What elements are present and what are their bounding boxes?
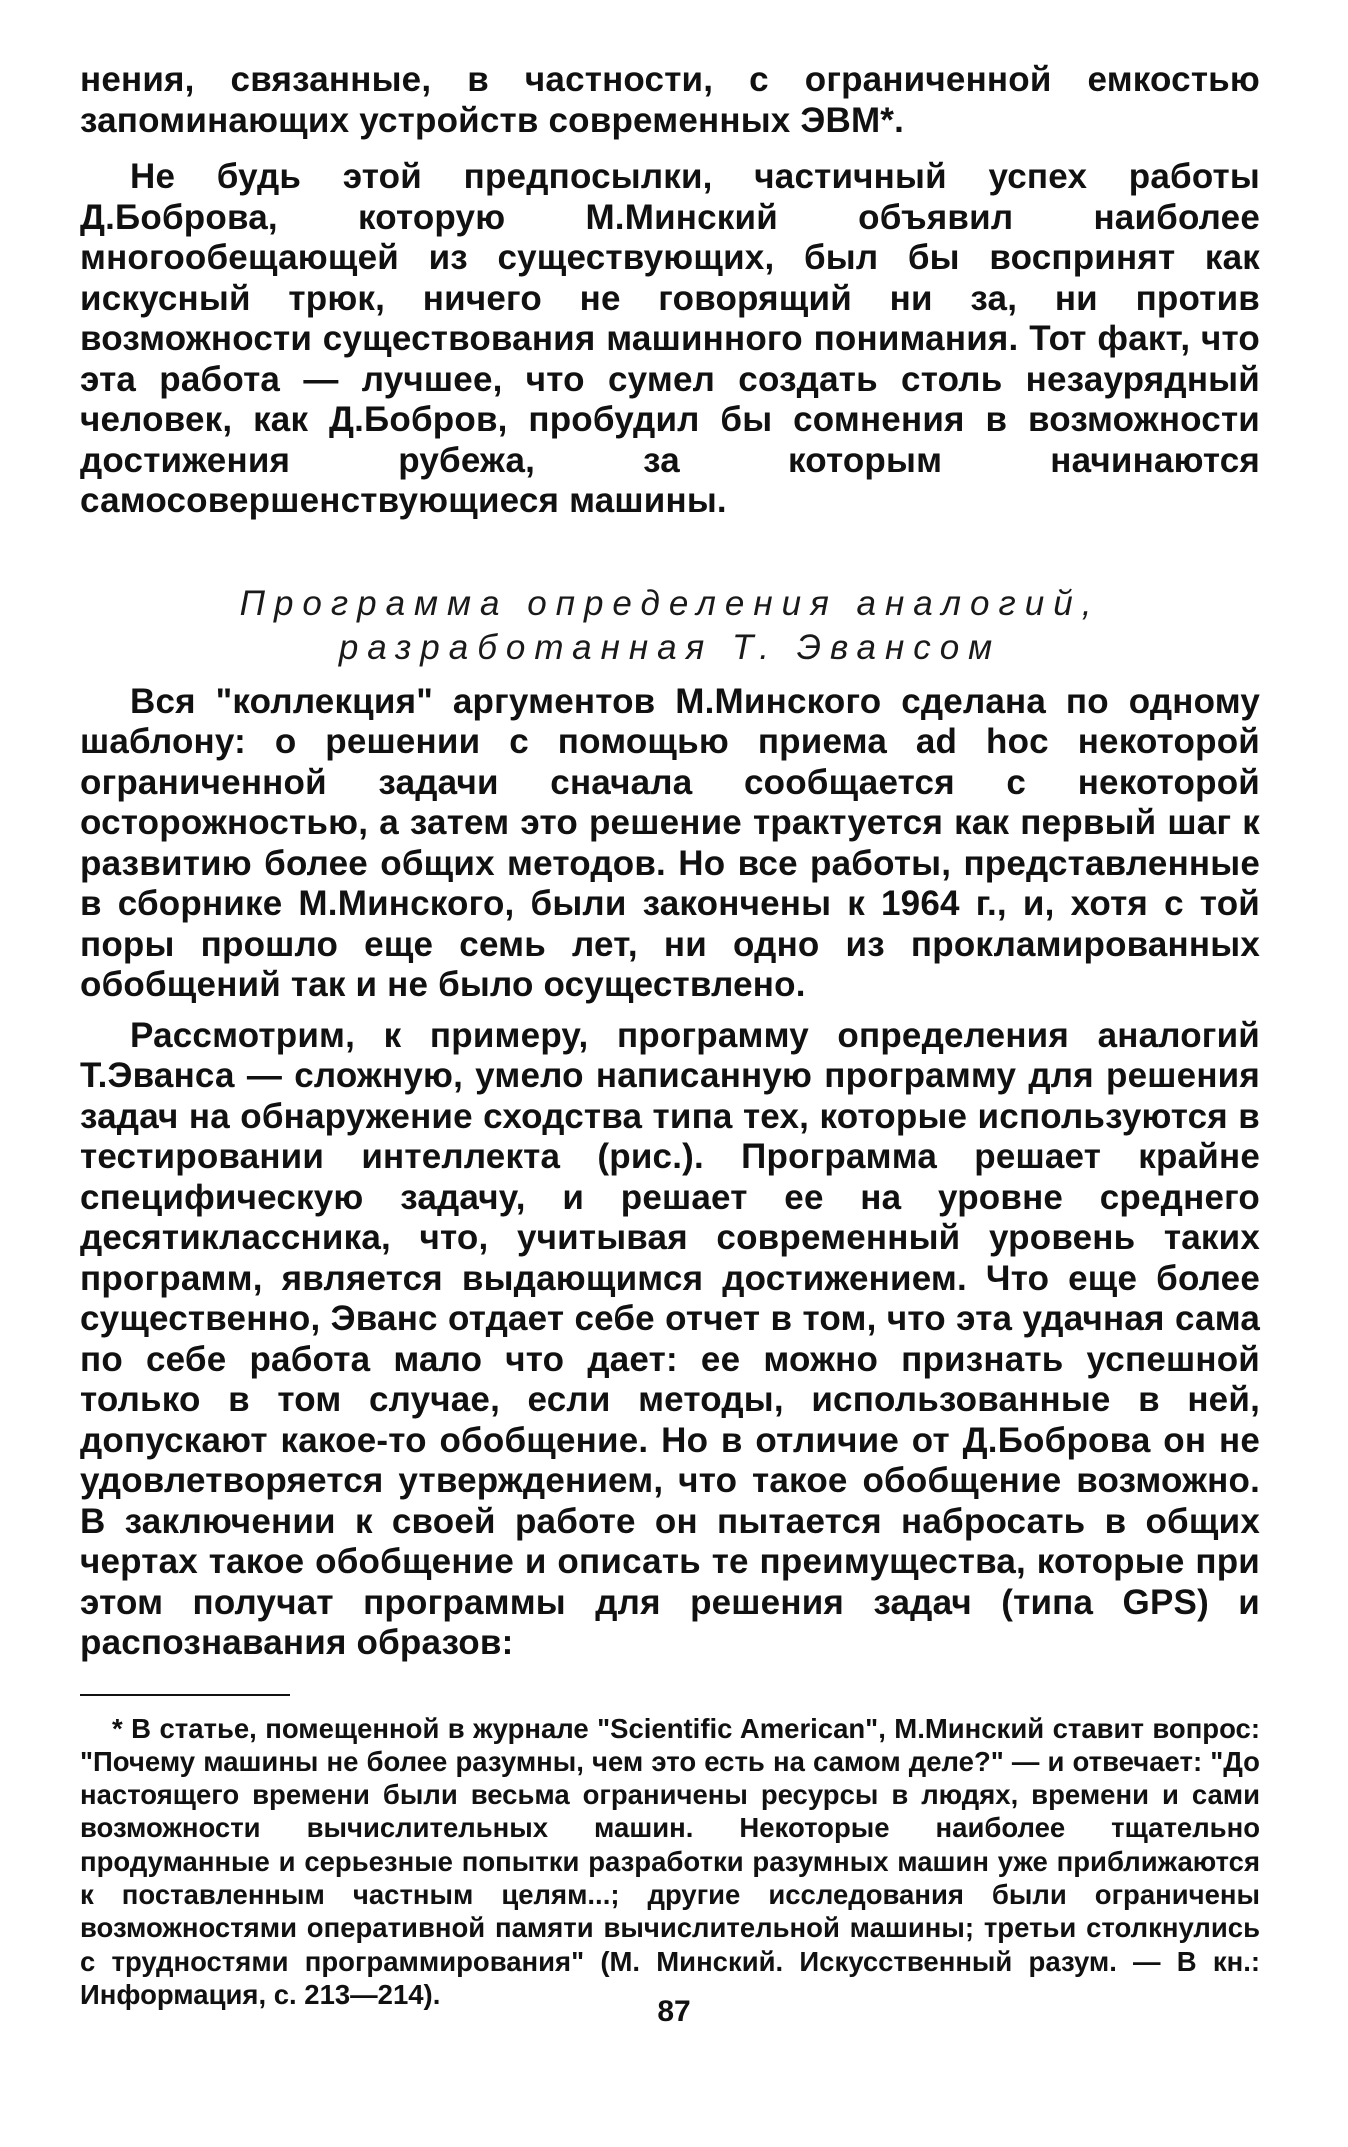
- page-body: [80, 60, 1260, 2011]
- paragraph-bobrov: Не будь этой предпосылки, частичный успех работы Д.Боброва, которую М.Минский объявил наиболее многообещающей из существующих, был бы воспринят как искусный трюк, ничего не говорящий ни за, ни против возможности существования машинного понимания. Тот факт, что эта работа — лучшее, что сумел создать столь незаурядный человек, как Д.Бобров, пробудил бы сомнения в возможности достижения рубежа, за которым начинаются самосовершенствующиеся машины.: [80, 157, 1260, 520]
- paragraph-continuation: нения, связанные, в частности, с ограниченной емкостью запоминающих устройств современных ЭВМ*.: [80, 60, 1260, 140]
- section-heading-line-1: Программа определения аналогий,: [239, 583, 1101, 623]
- footnote: * В статье, помещенной в журнале "Scientific American", М.Минский ставит вопрос: "Почему машины не более разумны, чем это есть на самом деле?" — и отвечает: "До настоящего времени были весьма ограничены ресурсы в людях, времени и сами возможности вычислительных машин. Некоторые наиболее тщательно продуманные и серьезные попытки разработки разумных машин уже приближаются к поставленным частным целям...; другие исследования были ограничены возможностями оперативной памяти вычислительной машины; третьи столкнулись с трудностями программирования" (М. Минский. Искусственный разум. — В кн.: Информация, с. 213—214).: [80, 1712, 1260, 2010]
- section-heading: [80, 582, 1260, 670]
- paragraph-collection: Вся "коллекция" аргументов М.Минского сделана по одному шаблону: о решении с помощью приема ad hoc некоторой ограниченной задачи сначала сообщается с некоторой осторожностью, а затем это решение трактуется как первый шаг к развитию более общих методов. Но все работы, представленные в сборнике М.Минского, были закончены к 1964 г., и, хотя с той поры прошло еще семь лет, ни одно из прокламированных обобщений так и не было осуществлено.: [80, 681, 1260, 1004]
- footnote-divider: [80, 1694, 290, 1696]
- section-heading-line-2: разработанная Т. Эвансом: [338, 627, 1002, 667]
- paragraph-evans: Рассмотрим, к примеру, программу определения аналогий Т.Эванса — сложную, умело написанную программу для решения задач на обнаружение сходства типа тех, которые используются в тестировании интеллекта (рис.). Программа решает крайне специфическую задачу, и решает ее на уровне среднего десятиклассника, что, учитывая современный уровень таких программ, является выдающимся достижением. Что еще более существенно, Эванс отдает себе отчет в том, что эта удачная сама по себе работа мало что дает: ее можно признать успешной только в том случае, если методы, использованные в ней, допускают какое-то обобщение. Но в отличие от Д.Боброва он не удовлетворяется утверждением, что такое обобщение возможно. В заключении к своей работе он пытается набросать в общих чертах такое обобщение и описать те преимущества, которые при этом получат программы для решения задач (типа GPS) и распознавания образов:: [80, 1015, 1260, 1662]
- page-number: 87: [657, 1995, 691, 2028]
